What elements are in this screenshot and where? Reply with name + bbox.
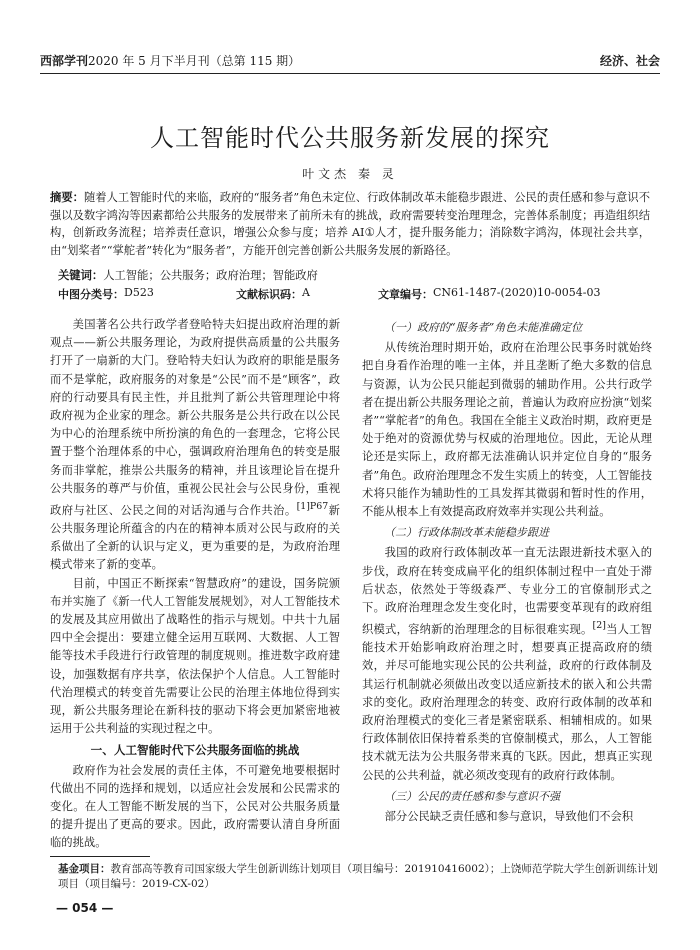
abstract	[50, 189, 650, 259]
footnote-divider	[50, 856, 150, 857]
paragraph: 政府作为社会发展的责任主体，不可避免地要根据时代做出不同的选择和规划，以适应社会发展和公民需求的变化。在人工智能不断发展的当下，公民对公共服务质量的提升提出了更高的要求。因此，政府需要认清自身所面临的挑战。	[50, 763, 340, 850]
left-column	[50, 316, 340, 853]
paragraph: 我国的政府行政体制改革一直无法跟进新技术驱入的步伐，政府在转变成扁平化的组织体制过程中一直处于滞后状态，依然处于等级森严、专业分工的官僚制形式之下。政府治理理念发生变化时，也需要变革现有的政府组织模式，容纳新的治理理念的目标很难实现。[2]当人工智能技术开始影响政府治理之时，想要真正提高政府的绩效，并尽可能地实现公民的公共利益，政府的行政体制及其运行机制就必须做出改变以适应新技术的嵌入和公共需求的变化。政府治理理念的转变、政府行政体制的改革和政府治理模式的变化三者是紧密联系、相辅相成的。如果行政体制依旧保持着系类的官僚制模式，那么，人工智能技术就无法为公共服务带来真的飞跃。因此，想真正实现公民的公共利益，就必须改变现有的政府行政体制。	[362, 546, 652, 782]
section-name: 经济、社会	[599, 54, 660, 68]
article-number: 文章编号： CN61-1487-(2020)10-0054-03	[378, 286, 601, 301]
paragraph: 部分公民缺乏责任感和参与意识，导致他们不会积	[384, 810, 634, 824]
abstract-text: 随着人工智能时代的来临，政府的“服务者”角色未定位、行政体制改革未能稳步跟进、公民的责任感和参与意识不强以及数字鸿沟等因素都给公共服务的发展带来了前所未有的挑战，政府需要转变治理理念，完善体系制度；再造组织结构，创新政务流程；培养责任意识，增强公众参与度；培养 AI①人才，提升服务能力；消除数字鸿沟，体现社会共享，由“划桨者”“掌舵者”转化为“服务者”，方能开创完善创新公共服务发展的新路径。	[50, 191, 650, 257]
clc-number: 中图分类号： D523	[58, 286, 154, 301]
citation: [1]P67	[296, 501, 329, 513]
right-column	[362, 316, 652, 826]
paragraph: 从传统治理时期开始，政府在治理公民事务时就始终把自身看作治理的唯一主体，并且垄断了绝大多数的信息与资源，认为公民只能起到微弱的辅助作用。公共行政学者在提出新公共服务理论之前，普遍认为政府应扮演“划桨者”“掌舵者”的角色。我国在全能主义政治时期，政府更是处于绝对的资源优势与权威的治理地位。因此，无论从理论还是实际上，政府都无法准确认识并定位自身的“服务者”角色。政府治理理念不发生实质上的转变，人工智能技术将只能作为辅助性的工具发挥其微弱和暂时性的作用，不能从根本上有效提高政府效率并实现公共利益。	[362, 341, 652, 519]
fund-text: 教育部高等教育司国家级大学生创新训练计划项目（项目编号：201910416002）；上饶师范学院大学生创新训练计划项目（项目编号：2019-CX-02）	[58, 863, 658, 890]
abstract-label: 摘要：	[50, 191, 84, 204]
fund-note	[58, 862, 658, 892]
document-code: 文献标识码： A	[236, 286, 310, 301]
journal-name: 西部学刊	[40, 54, 89, 68]
paragraph: 美国著名公共行政学者登哈特夫妇提出政府治理的新观点——新公共服务理论，为政府提供高质量的公共服务打开了一扇新的大门。登哈特夫妇认为政府的职能是服务而不是掌舵，政府服务的对象是“公民”而不是“顾客”，政府的行动要具有民主性，并且批判了新公共管理理论中将政府视为企业家的理念。新公共服务是公共行政在以公民为中心的治理系统中所扮演的角色的一套理念，它将公民置于整个治理体系的中心，强调政府治理角色的转变是服务而非掌舵，推崇公共服务的精神，并且该理论旨在提升公共服务的尊严与价值，重视公民社会与公民身份，重视政府与社区、公民之间的对话沟通与合作共治。$^{[1]P67}$新公共服务理论所蕴含的内在的精神本质对公民与政府的关系做出了全新的认识与定义，更为重要的是，为政府治理模式带来了新的变革。	[50, 318, 340, 572]
page-number: — 054 —	[56, 901, 114, 915]
subsection-heading: （三）公民的责任感和参与意识不强	[384, 789, 560, 803]
paragraph: 目前，中国正不断探索“智慧政府”的建设，国务院颁布并实施了《新一代人工智能发展规划》，对人工智能技术的发展及其应用做出了战略性的指示与规划。中共十九届四中全会提出：要建立健全运用互联网、大数据、人工智能等技术手段进行行政管理的制度规则。推进数字政府建设，加强数据有序共享，依法保护个人信息。人工智能时代治理模式的转变首先需要让公民的治理主体地位得到实现，新公共服务理论在新科技的驱动下将会更加紧密地被运用于公共利益的实现过程之中。	[50, 576, 340, 736]
citation: [2]	[592, 620, 606, 632]
section-heading: 一、人工智能时代下公共服务面临的挑战	[90, 743, 300, 758]
keywords-text: 人工智能；公共服务；政府治理；智能政府	[103, 269, 318, 282]
journal-issue	[40, 52, 300, 69]
running-header	[40, 50, 660, 70]
header-divider	[40, 73, 660, 74]
keywords	[58, 267, 648, 283]
article-title: 人工智能时代公共服务新发展的探究	[150, 124, 550, 152]
subsection-heading: （二）行政体制改革未能稳步跟进	[384, 526, 549, 540]
subsection-heading: （一）政府的“服务者”角色未能准确定位	[384, 321, 583, 334]
classification-line	[58, 286, 658, 302]
article-authors: 叶文杰 秦 灵	[302, 167, 398, 181]
issue-info: 2020 年 5 月下半月刊（总第 115 期）	[88, 54, 301, 68]
fund-label: 基金项目：	[58, 863, 111, 875]
keywords-label: 关键词：	[58, 269, 104, 282]
